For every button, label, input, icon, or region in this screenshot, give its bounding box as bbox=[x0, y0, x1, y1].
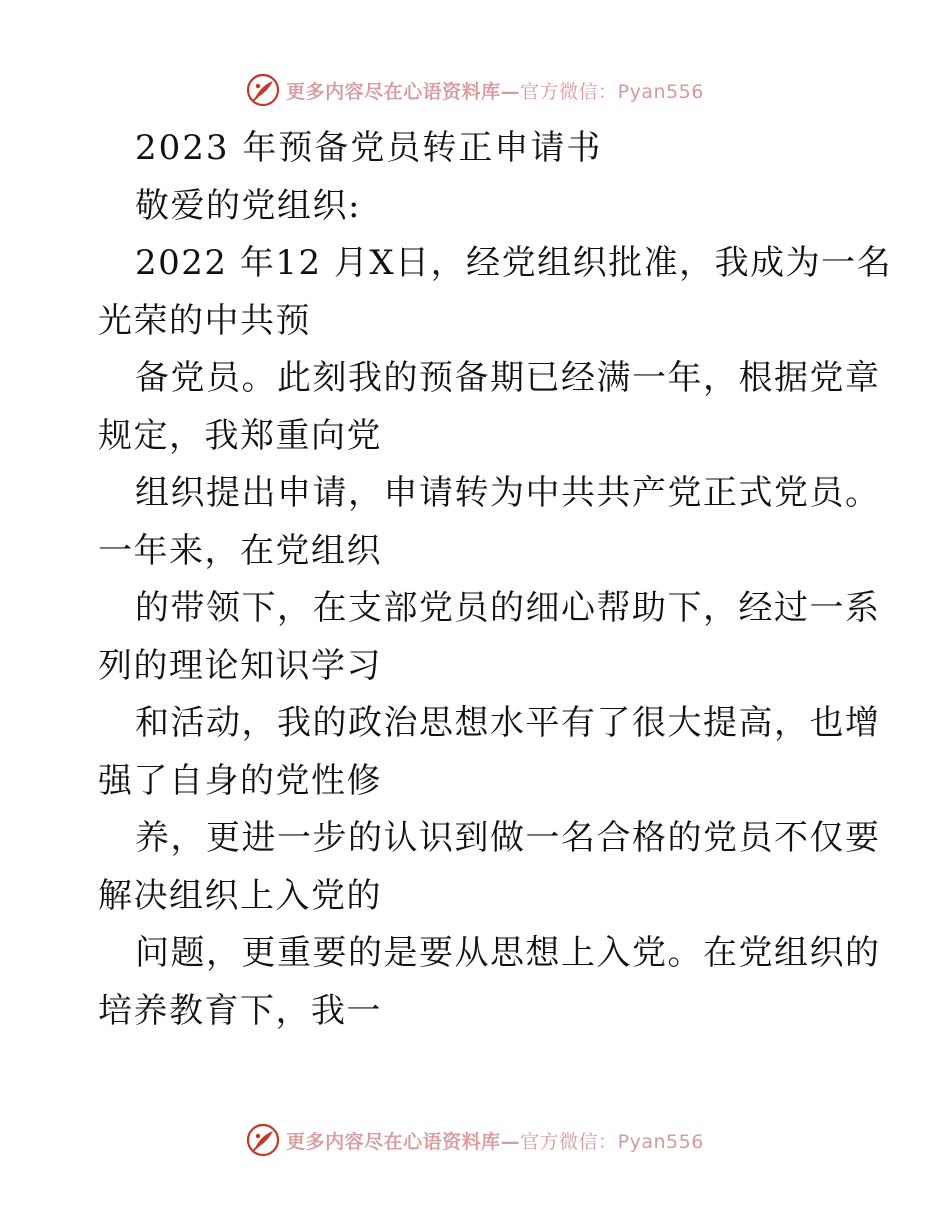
feather-pen-logo-icon bbox=[246, 1123, 280, 1157]
watermark-contact: 官方微信：Pyan556 bbox=[520, 1130, 704, 1153]
feather-pen-logo-icon bbox=[246, 73, 280, 107]
paragraph-line: 2022 年12 月X日，经党组织批准，我成为一名 bbox=[135, 243, 893, 283]
document-body bbox=[98, 120, 893, 1040]
header-watermark bbox=[0, 70, 950, 110]
paragraph-line: 培养教育下，我一 bbox=[98, 990, 382, 1031]
paragraph-line: 问题，更重要的是要从思想上入党。在党组织的 bbox=[135, 933, 881, 973]
paragraph-line: 养，更进一步的认识到做一名合格的党员不仅要 bbox=[135, 818, 881, 858]
paragraph-line: 的带领下，在支部党员的细心帮助下，经过一系 bbox=[135, 588, 881, 628]
watermark-separator: — bbox=[500, 80, 521, 103]
paragraph-line: 强了自身的党性修 bbox=[98, 760, 382, 801]
paragraph-line: 组织提出申请，申请转为中共共产党正式党员。 bbox=[135, 473, 881, 513]
watermark-title: 更多内容尽在心语资料库 bbox=[286, 1130, 501, 1153]
paragraph-line: 和活动，我的政治思想水平有了很大提高，也增 bbox=[135, 703, 881, 743]
paragraph-line: 备党员。此刻我的预备期已经满一年，根据党章 bbox=[135, 358, 881, 398]
watermark-title: 更多内容尽在心语资料库 bbox=[286, 80, 501, 103]
watermark-text bbox=[286, 77, 704, 104]
watermark-text bbox=[286, 1127, 704, 1154]
document-salutation: 敬爱的党组织: bbox=[135, 185, 361, 226]
paragraph-line: 一年来，在党组织 bbox=[98, 530, 382, 571]
paragraph-line: 解决组织上入党的 bbox=[98, 875, 382, 916]
document-title: 2023 年预备党员转正申请书 bbox=[135, 128, 603, 168]
paragraph-line: 光荣的中共预 bbox=[98, 300, 311, 341]
paragraph-line: 规定，我郑重向党 bbox=[98, 415, 382, 456]
watermark-contact: 官方微信：Pyan556 bbox=[520, 80, 704, 103]
paragraph-line: 列的理论知识学习 bbox=[98, 645, 382, 686]
watermark-separator: — bbox=[500, 1130, 521, 1153]
footer-watermark bbox=[0, 1120, 950, 1160]
